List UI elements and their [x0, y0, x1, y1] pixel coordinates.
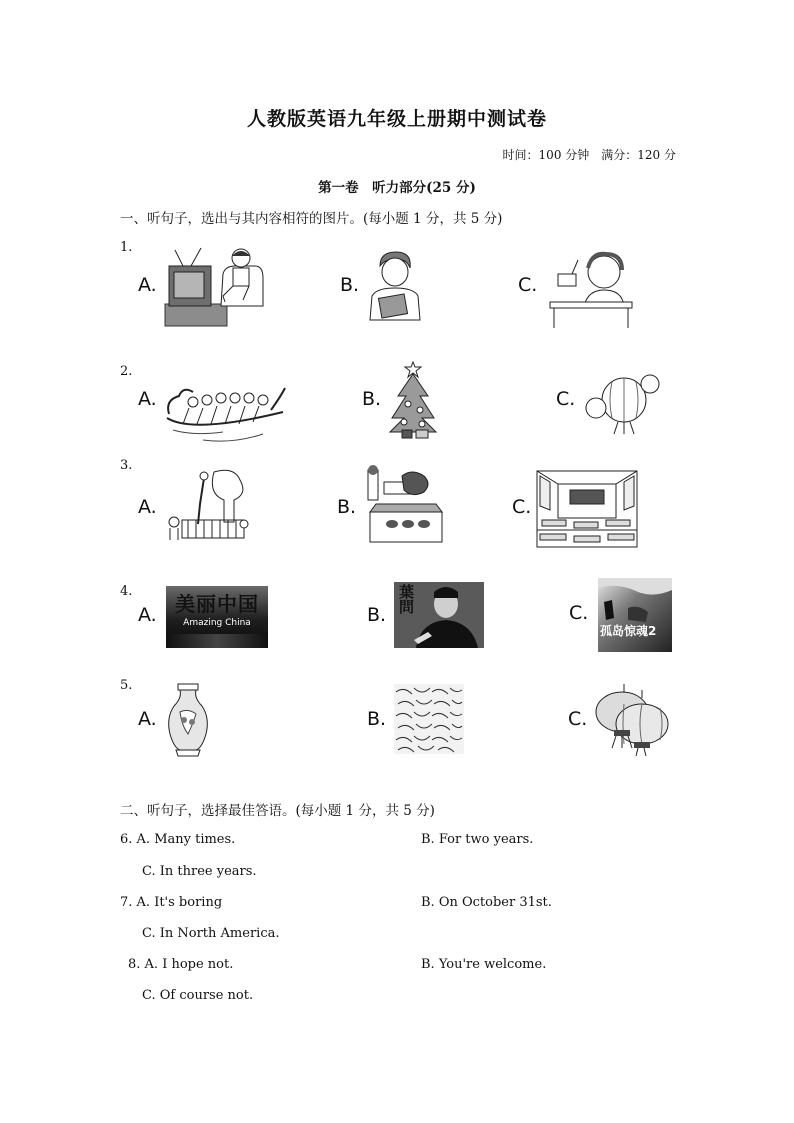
option-letter: A. — [138, 496, 157, 518]
option-letter: B. — [367, 708, 387, 730]
option-letter: A. — [138, 604, 157, 626]
answer-option: B. On October 31st. — [421, 895, 552, 910]
question-number: 1. — [120, 240, 133, 255]
poster-title: 孤岛惊魂2 — [600, 624, 657, 638]
option-letter: A. — [138, 708, 157, 730]
answer-option: 7. A. It's boring — [120, 895, 223, 910]
option-letter: B. — [362, 388, 382, 410]
question-number: 3. — [120, 458, 133, 473]
answer-option: 6. A. Many times. — [120, 832, 236, 847]
amazing-china-poster — [166, 586, 268, 648]
option-letter: B. — [337, 496, 357, 518]
ip-man-poster — [394, 582, 484, 648]
option-letter: A. — [138, 274, 157, 296]
red-lanterns-picture — [594, 684, 670, 756]
poster-subtitle: Amazing China — [183, 618, 251, 628]
answer-option: C. Of course not. — [142, 988, 254, 1003]
park-picture — [362, 464, 444, 546]
option-letter: C. — [512, 496, 532, 518]
zoo-picture — [164, 464, 250, 546]
question-number: 4. — [120, 584, 133, 599]
option-letter: B. — [367, 604, 387, 626]
section2-heading: 二、听句子，选择最佳答语。(每小题 1 分，共 5 分) — [120, 803, 435, 819]
answer-option: C. In North America. — [142, 926, 280, 941]
poster-title: 葉問 — [397, 584, 415, 614]
answer-option: C. In three years. — [142, 864, 257, 879]
answer-option: 8. A. I hope not. — [128, 957, 234, 972]
section1-heading: 一、听句子，选出与其内容相符的图片。(每小题 1 分，共 5 分) — [120, 211, 503, 227]
vase-picture — [164, 682, 212, 758]
option-letter: C. — [568, 708, 588, 730]
answer-option: B. You're welcome. — [421, 957, 547, 972]
girl-radio-picture — [548, 250, 634, 328]
option-letter: C. — [569, 602, 589, 624]
tv-watching-picture — [163, 244, 271, 328]
option-letter: C. — [518, 274, 538, 296]
far-cry-2-poster — [598, 578, 672, 652]
option-letter: B. — [340, 274, 360, 296]
lantern-faces-picture — [584, 372, 664, 436]
volume-title: 第一卷 听力部分(25 分) — [318, 180, 476, 196]
option-letter: C. — [556, 388, 576, 410]
question-number: 5. — [120, 678, 133, 693]
time-info: 时间：100 分钟 满分：120 分 — [502, 148, 676, 162]
dragon-boat-picture — [163, 374, 287, 446]
tea-leaves-picture — [394, 684, 464, 754]
option-letter: A. — [138, 388, 157, 410]
christmas-tree-picture — [388, 360, 438, 440]
answer-option: B. For two years. — [421, 832, 534, 847]
poster-title: 美丽中国 — [175, 592, 259, 616]
question-number: 2. — [120, 364, 133, 379]
page-title: 人教版英语九年级上册期中测试卷 — [246, 108, 547, 130]
boy-reading-picture — [366, 248, 424, 322]
classroom-picture — [536, 470, 638, 548]
